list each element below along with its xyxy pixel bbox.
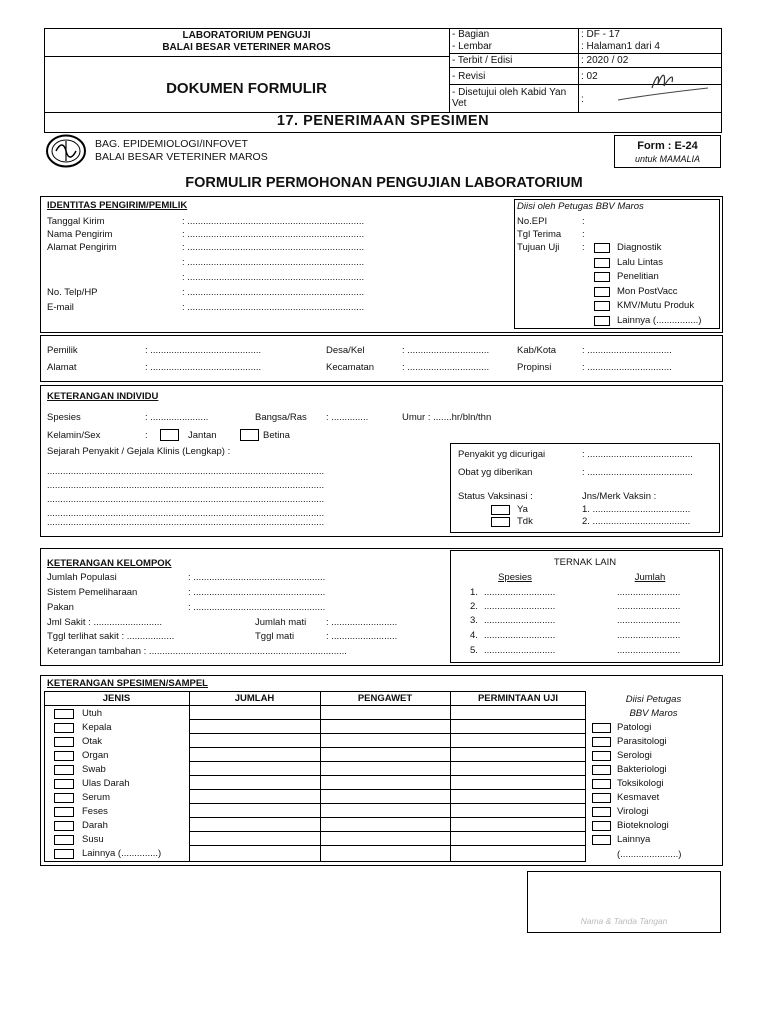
checkbox-uji-virologi[interactable] — [592, 807, 611, 817]
field-alamat: Alamat — [47, 362, 77, 373]
checkbox-jenis-organ[interactable] — [54, 751, 74, 761]
field-propinsi-value[interactable]: : ................................ — [582, 362, 672, 373]
field-kelamin: Kelamin/Sex — [47, 430, 101, 441]
org-line-1: BAG. EPIDEMIOLOGI/INFOVET — [95, 138, 248, 150]
field-propinsi: Propinsi — [517, 362, 552, 373]
field-tanggal-kirim-value[interactable]: : ................................................................... — [182, 216, 365, 227]
checkbox-lalu-lintas[interactable] — [594, 258, 610, 268]
col-pengawet: PENGAWET — [357, 693, 413, 704]
ternak-row-jumlah[interactable]: ........................ — [617, 630, 681, 641]
signature-mark — [612, 66, 712, 106]
jenis-utuh: Utuh — [82, 708, 103, 719]
field-kab-value[interactable]: : ................................ — [582, 345, 672, 356]
sejarah-line-1[interactable]: ......................................................................................................... — [47, 466, 325, 477]
meta-value-terbit: : 2020 / 02 — [581, 55, 629, 66]
ternak-row-num: 1. — [470, 587, 478, 598]
balai-name: BALAI BESAR VETERINER MAROS — [162, 42, 331, 53]
checkbox-jenis-lainnya[interactable] — [54, 849, 74, 859]
jenis-serum: Serum — [82, 792, 110, 803]
field-pemilik: Pemilik — [47, 345, 78, 356]
ternak-row-spesies[interactable]: ........................... — [484, 601, 556, 612]
checkbox-jenis-swab[interactable] — [54, 765, 74, 775]
checkbox-vaksin-ya[interactable] — [491, 505, 510, 515]
ternak-col-spesies: Spesies — [498, 572, 532, 583]
meta-label-bagian: - Bagian — [452, 29, 490, 40]
sejarah-line-3[interactable]: ......................................................................................................... — [47, 494, 325, 505]
jenis-organ: Organ — [82, 750, 109, 761]
checkbox-jantan[interactable] — [160, 429, 179, 441]
checkbox-uji-bakteriologi[interactable] — [592, 765, 611, 775]
checkbox-uji-serologi[interactable] — [592, 751, 611, 761]
field-alamat-pengirim: Alamat Pengirim — [47, 242, 117, 253]
jenis-kepala: Kepala — [82, 722, 112, 733]
checkbox-uji-parasitologi[interactable] — [592, 737, 611, 747]
field-tggl-sakit[interactable]: Tggl terlihat sakit : .................. — [47, 631, 175, 642]
uji-patologi: Patologi — [617, 722, 652, 733]
uji-lainnya: Lainnya — [617, 834, 651, 845]
field-nama-pengirim-value[interactable]: : ................................................................... — [182, 229, 365, 240]
field-jumlah-populasi-value[interactable]: : .................................................. — [188, 572, 326, 583]
uji-bioteknologi: Bioteknologi — [617, 820, 669, 831]
sejarah-line-2[interactable]: ......................................................................................................... — [47, 480, 325, 491]
jenis-darah: Darah — [82, 820, 108, 831]
option-mon-postvacc: Mon PostVacc — [617, 286, 678, 297]
checkbox-uji-patologi[interactable] — [592, 723, 611, 733]
label-ya: Ya — [517, 504, 528, 515]
kelompok-heading: KETERANGAN KELOMPOK — [47, 558, 172, 569]
checkbox-diagnostik[interactable] — [594, 243, 610, 253]
field-sistem-value[interactable]: : .................................................. — [188, 587, 326, 598]
jenis-lainnya: Lainnya (..............) — [82, 848, 162, 859]
field-alamat-value[interactable]: : .......................................... — [145, 362, 262, 373]
col-permintaan-uji: PERMINTAAN UJI — [477, 693, 559, 704]
ternak-col-jumlah: Jumlah — [634, 572, 666, 583]
field-ket-tambahan[interactable]: Keterangan tambahan : ........................................................................... — [47, 646, 347, 657]
option-kmv: KMV/Mutu Produk — [617, 300, 695, 311]
checkbox-penelitian[interactable] — [594, 272, 610, 282]
field-jumlah-mati-value[interactable]: : ......................... — [326, 617, 398, 628]
field-email: E-mail — [47, 302, 74, 313]
jenis-swab: Swab — [82, 764, 106, 775]
checkbox-jenis-feses[interactable] — [54, 807, 74, 817]
field-no-epi: No.EPI — [517, 216, 548, 227]
lab-name: LABORATORIUM PENGUJI — [182, 30, 311, 41]
meta-label-lembar: - Lembar — [452, 41, 493, 52]
field-jumlah-populasi: Jumlah Populasi — [47, 572, 117, 583]
uji-parasitologi: Parasitologi — [617, 736, 667, 747]
checkbox-jenis-kepala[interactable] — [54, 723, 74, 733]
vaksin-1[interactable]: 1. ..................................... — [582, 504, 691, 515]
ternak-row-jumlah[interactable]: ........................ — [617, 601, 681, 612]
ternak-row-num: 5. — [470, 645, 478, 656]
field-spesies: Spesies — [47, 412, 81, 423]
field-kecamatan: Kecamatan — [326, 362, 375, 373]
doc-title: DOKUMEN FORMULIR — [166, 80, 327, 97]
checkbox-mon-postvacc[interactable] — [594, 287, 610, 297]
ternak-row-num: 4. — [470, 630, 478, 641]
field-tgl-terima: Tgl Terima — [517, 229, 562, 240]
option-diagnostik: Diagnostik — [617, 242, 662, 253]
petugas-uji-heading-1: Diisi Petugas — [625, 694, 682, 705]
field-penyakit: Penyakit yg dicurigai — [458, 449, 546, 460]
col-jenis: JENIS — [102, 693, 131, 704]
sejarah-line-4[interactable]: ......................................................................................................... — [47, 508, 325, 519]
section-title: 17. PENERIMAAN SPESIMEN — [276, 113, 490, 129]
checkbox-jenis-susu[interactable] — [54, 835, 74, 845]
field-no-epi-colon: : — [582, 216, 585, 227]
field-bangsa-value[interactable]: : .............. — [326, 412, 369, 423]
option-lalu-lintas: Lalu Lintas — [617, 257, 663, 268]
uji-toksikologi: Toksikologi — [617, 778, 664, 789]
ternak-row-spesies[interactable]: ........................... — [484, 630, 556, 641]
field-tanggal-kirim: Tanggal Kirim — [47, 216, 105, 227]
label-tdk: Tdk — [517, 516, 533, 527]
field-pemilik-value[interactable]: : .......................................... — [145, 345, 262, 356]
ternak-row-jumlah[interactable]: ........................ — [617, 615, 681, 626]
uji-virologi: Virologi — [617, 806, 649, 817]
meta-value-lembar: : Halaman1 dari 4 — [581, 41, 660, 52]
meta-value-revisi: : 02 — [581, 71, 598, 82]
form-sub: untuk MAMALIA — [634, 154, 701, 164]
label-jantan: Jantan — [188, 430, 217, 441]
spesimen-heading: KETERANGAN SPESIMEN/SAMPEL — [47, 678, 208, 689]
field-jml-sakit[interactable]: Jml Sakit : .......................... — [47, 617, 163, 628]
field-jns-vaksin: Jns/Merk Vaksin : — [582, 491, 657, 502]
logo-emblem-icon — [44, 133, 88, 169]
field-kab: Kab/Kota — [517, 345, 557, 356]
field-umur[interactable]: Umur : .......hr/bln/thn — [402, 412, 492, 423]
checkbox-uji-bioteknologi[interactable] — [592, 821, 611, 831]
individu-heading: KETERANGAN INDIVIDU — [47, 391, 159, 402]
field-kecamatan-value[interactable]: : ............................... — [402, 362, 490, 373]
field-status-vaksinasi: Status Vaksinasi : — [458, 491, 533, 502]
checkbox-jenis-utuh[interactable] — [54, 709, 74, 719]
field-email-value[interactable]: : ................................................................... — [182, 302, 365, 313]
field-obat: Obat yg diberikan — [458, 467, 533, 478]
uji-kesmavet: Kesmavet — [617, 792, 660, 803]
ternak-row-jumlah[interactable]: ........................ — [617, 645, 681, 656]
uji-serologi: Serologi — [617, 750, 652, 761]
sejarah-line-5[interactable]: ......................................................................................................... — [47, 517, 325, 528]
col-jumlah: JUMLAH — [234, 693, 275, 704]
field-spesies-value[interactable]: : ...................... — [145, 412, 209, 423]
ternak-lain-title: TERNAK LAIN — [553, 557, 617, 568]
field-tgl-terima-colon: : — [582, 229, 585, 240]
ternak-row-jumlah[interactable]: ........................ — [617, 587, 681, 598]
field-alamat-pengirim-value[interactable]: : ................................................................... — [182, 242, 365, 253]
pemilik-section — [40, 335, 723, 382]
field-tujuan-uji-colon: : — [582, 242, 585, 253]
field-penyakit-value[interactable]: : ........................................ — [582, 449, 693, 460]
option-lainnya: Lainnya (................) — [617, 315, 702, 326]
field-bangsa: Bangsa/Ras — [255, 412, 307, 423]
pengirim-heading: IDENTITAS PENGIRIM/PEMILIK — [47, 200, 188, 211]
field-sejarah: Sejarah Penyakit / Gejala Klinis (Lengkap) : — [47, 446, 231, 457]
ternak-row-num: 2. — [470, 601, 478, 612]
jenis-susu: Susu — [82, 834, 104, 845]
jenis-feses: Feses — [82, 806, 108, 817]
field-pakan-value[interactable]: : .................................................. — [188, 602, 326, 613]
field-pakan: Pakan — [47, 602, 74, 613]
uji-lainnya-specify[interactable]: (......................) — [617, 849, 682, 860]
vaksin-2[interactable]: 2. ..................................... — [582, 516, 691, 527]
field-tujuan-uji: Tujuan Uji — [517, 242, 560, 253]
field-jumlah-mati: Jumlah mati — [255, 617, 307, 628]
field-kelamin-colon: : — [145, 430, 148, 441]
field-nama-pengirim: Nama Pengirim — [47, 229, 113, 240]
field-desa-value[interactable]: : ............................... — [402, 345, 490, 356]
checkbox-betina[interactable] — [240, 429, 259, 441]
meta-label-terbit: - Terbit / Edisi — [452, 55, 513, 66]
checkbox-jenis-ulas-darah[interactable] — [54, 779, 74, 789]
field-telp-value[interactable]: : ................................................................... — [182, 287, 365, 298]
field-telp: No. Telp/HP — [47, 287, 98, 298]
checkbox-lainnya-uji[interactable] — [594, 316, 610, 326]
ternak-row-spesies[interactable]: ........................... — [484, 645, 556, 656]
ternak-row-spesies[interactable]: ........................... — [484, 615, 556, 626]
field-tggl-mati-value[interactable]: : ......................... — [326, 631, 398, 642]
petugas-heading: Diisi oleh Petugas BBV Maros — [517, 201, 644, 212]
uji-bakteriologi: Bakteriologi — [617, 764, 667, 775]
option-penelitian: Penelitian — [617, 271, 659, 282]
checkbox-jenis-otak[interactable] — [54, 737, 74, 747]
checkbox-uji-kesmavet[interactable] — [592, 793, 611, 803]
signature-label: Nama & Tanda Tangan — [580, 916, 668, 926]
form-code: Form : E-24 — [637, 140, 698, 152]
field-desa: Desa/Kel — [326, 345, 365, 356]
checkbox-uji-lainnya[interactable] — [592, 835, 611, 845]
label-betina: Betina — [263, 430, 290, 441]
field-sistem: Sistem Pemeliharaan — [47, 587, 138, 598]
field-tggl-mati: Tggl mati — [255, 631, 295, 642]
checkbox-kmv[interactable] — [594, 301, 610, 311]
org-line-2: BALAI BESAR VETERINER MAROS — [95, 151, 268, 163]
checkbox-vaksin-tdk[interactable] — [491, 517, 510, 527]
jenis-otak: Otak — [82, 736, 103, 747]
jenis-ulas-darah: Ulas Darah — [82, 778, 130, 789]
meta-value-bagian: : DF - 17 — [581, 29, 620, 40]
field-alamat-line-3[interactable]: : ................................................................... — [182, 272, 365, 283]
field-alamat-line-2[interactable]: : ................................................................... — [182, 257, 365, 268]
petugas-uji-heading-2: BBV Maros — [629, 708, 678, 719]
meta-value-disetujui: : — [581, 94, 584, 105]
checkbox-uji-toksikologi[interactable] — [592, 779, 611, 789]
form-title: FORMULIR PERMOHONAN PENGUJIAN LABORATORIUM — [185, 175, 583, 191]
meta-label-revisi: - Revisi — [452, 71, 486, 82]
ternak-row-num: 3. — [470, 615, 478, 626]
checkbox-jenis-serum[interactable] — [54, 793, 74, 803]
checkbox-jenis-darah[interactable] — [54, 821, 74, 831]
meta-label-disetujui: - Disetujui oleh Kabid Yan Vet — [452, 87, 567, 109]
field-obat-value[interactable]: : ........................................ — [582, 467, 693, 478]
ternak-row-spesies[interactable]: ........................... — [484, 587, 556, 598]
